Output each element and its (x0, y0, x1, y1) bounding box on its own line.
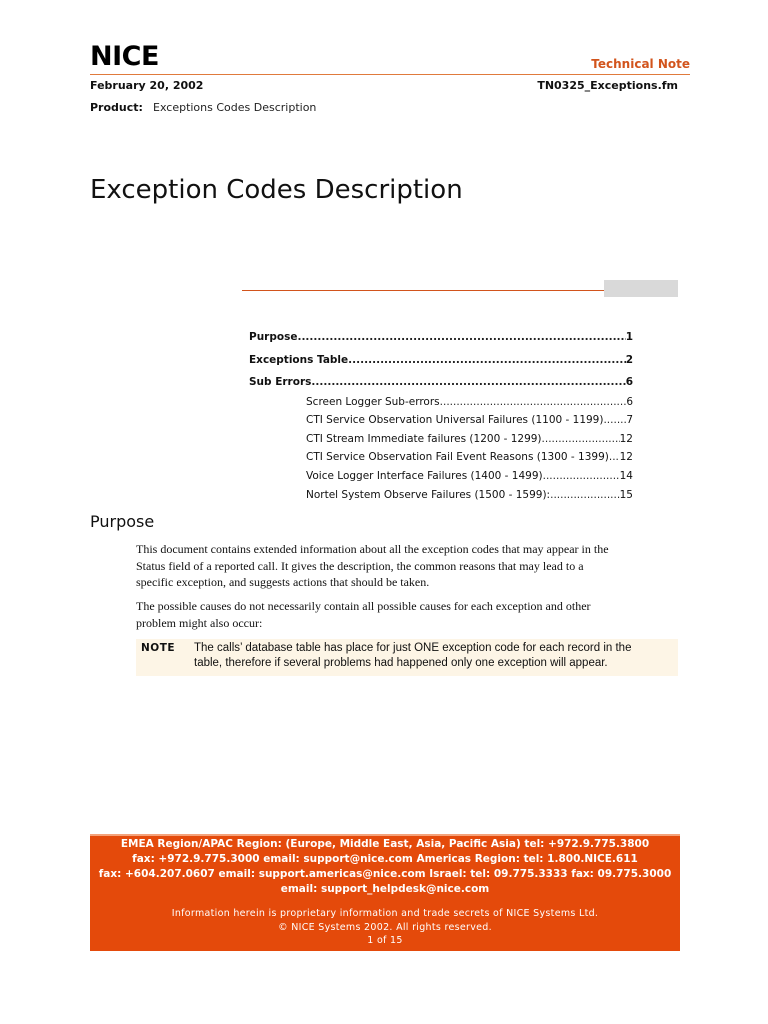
toc-subentry-cti-stream[interactable] (306, 433, 633, 445)
section-heading-purpose: Purpose (90, 512, 155, 531)
toc-entry-exceptions-table[interactable] (249, 354, 633, 366)
contact-line: fax: +972.9.775.3000 email: support@nice.com Americas Region: tel: 1.800.NICE.611 (132, 853, 638, 865)
toc-leader (311, 376, 625, 388)
toc-divider (242, 290, 662, 291)
paragraph-line: Status field of a reported call. It gives the description, the common reasons that may lead to a (136, 558, 584, 573)
toc-page-number: 7 (626, 414, 633, 426)
product-value: Exceptions Codes Description (153, 101, 317, 114)
purpose-paragraph-1 (136, 541, 678, 591)
toc-subentry-nortel[interactable] (306, 489, 633, 501)
toc-tab-box (604, 280, 678, 297)
toc-leader (609, 451, 620, 463)
toc-page-number: 15 (619, 489, 633, 501)
toc-leader (297, 331, 625, 343)
toc-entry-text: Nortel System Observe Failures (1500 - 1599): (306, 489, 551, 501)
footer-legal (90, 907, 680, 948)
paragraph-line: problem might also occur: (136, 615, 263, 630)
toc-leader (603, 414, 626, 426)
toc-entry-text: CTI Service Observation Universal Failures (1100 - 1199) (306, 414, 604, 426)
toc-subentry-screen-logger[interactable] (306, 396, 633, 408)
toc-entry-text: Voice Logger Interface Failures (1400 - 1499) (306, 470, 543, 482)
toc-entry-text: CTI Service Observation Fail Event Reasons (1300 - 1399) (306, 451, 609, 463)
toc-leader (550, 489, 620, 501)
toc-page-number: 12 (619, 433, 633, 445)
paragraph-line: The possible causes do not necessarily contain all possible causes for each exception and other (136, 599, 591, 613)
toc-leader (542, 433, 620, 445)
footer-contact (90, 837, 680, 897)
nice-logo: NICE (90, 41, 159, 72)
toc-subentry-cti-fail-event[interactable] (306, 451, 633, 463)
footer-banner (90, 834, 680, 951)
toc-page-number: 6 (625, 376, 633, 388)
toc-leader (543, 470, 620, 482)
toc-page-number: 12 (619, 451, 633, 463)
document-date: February 20, 2002 (90, 79, 204, 92)
legal-line: Information herein is proprietary information and trade secrets of NICE Systems Ltd. (171, 908, 599, 919)
toc-entry-purpose[interactable] (249, 331, 633, 343)
product-label: Product: (90, 101, 143, 114)
doc-type-label: Technical Note (591, 57, 690, 71)
note-line: The calls’ database table has place for just ONE exception code for each record in the (194, 642, 632, 654)
header-divider (90, 74, 690, 75)
contact-line: fax: +604.207.0607 email: support.americas@nice.com Israel: tel: 09.775.3333 fax: 09.775.3000 (98, 868, 672, 880)
note-line: table, therefore if several problems had happened only one exception will appear. (194, 657, 608, 669)
purpose-paragraph-2 (136, 598, 678, 631)
toc-page-number: 14 (619, 470, 633, 482)
toc-subentry-cti-universal[interactable] (306, 414, 633, 426)
contact-line: EMEA Region/APAC Region: (Europe, Middle East, Asia, Pacific Asia) tel: +972.9.775.3800 (120, 838, 650, 850)
toc-entry-text: Sub Errors (249, 376, 312, 388)
toc-page-number: 6 (626, 396, 633, 408)
toc-entry-sub-errors[interactable] (249, 376, 633, 388)
page-indicator: 1 of 15 (367, 935, 403, 946)
toc-leader (348, 354, 626, 366)
footer-divider (90, 834, 680, 836)
legal-line: © NICE Systems 2002. All rights reserved. (278, 921, 492, 933)
toc-page-number: 1 (625, 331, 633, 343)
toc-page-number: 2 (625, 354, 633, 366)
toc-entry-text: CTI Stream Immediate failures (1200 - 1299) (306, 433, 542, 445)
note-label: NOTE (141, 642, 176, 654)
toc-entry-text: Screen Logger Sub-errors (306, 396, 440, 408)
toc-subentry-voice-logger[interactable] (306, 470, 633, 482)
note-text (194, 641, 676, 671)
contact-line: email: support_helpdesk@nice.com (280, 883, 490, 895)
paragraph-line: specific exception, and suggests actions that should be taken. (136, 575, 430, 589)
toc-entry-text: Purpose (249, 331, 298, 343)
page-title: Exception Codes Description (90, 175, 463, 205)
document-filename: TN0325_Exceptions.fm (537, 79, 678, 92)
toc-leader (440, 396, 627, 408)
toc-entry-text: Exceptions Table (249, 354, 349, 366)
paragraph-line: This document contains extended information about all the exception codes that may appear in the (136, 542, 609, 556)
